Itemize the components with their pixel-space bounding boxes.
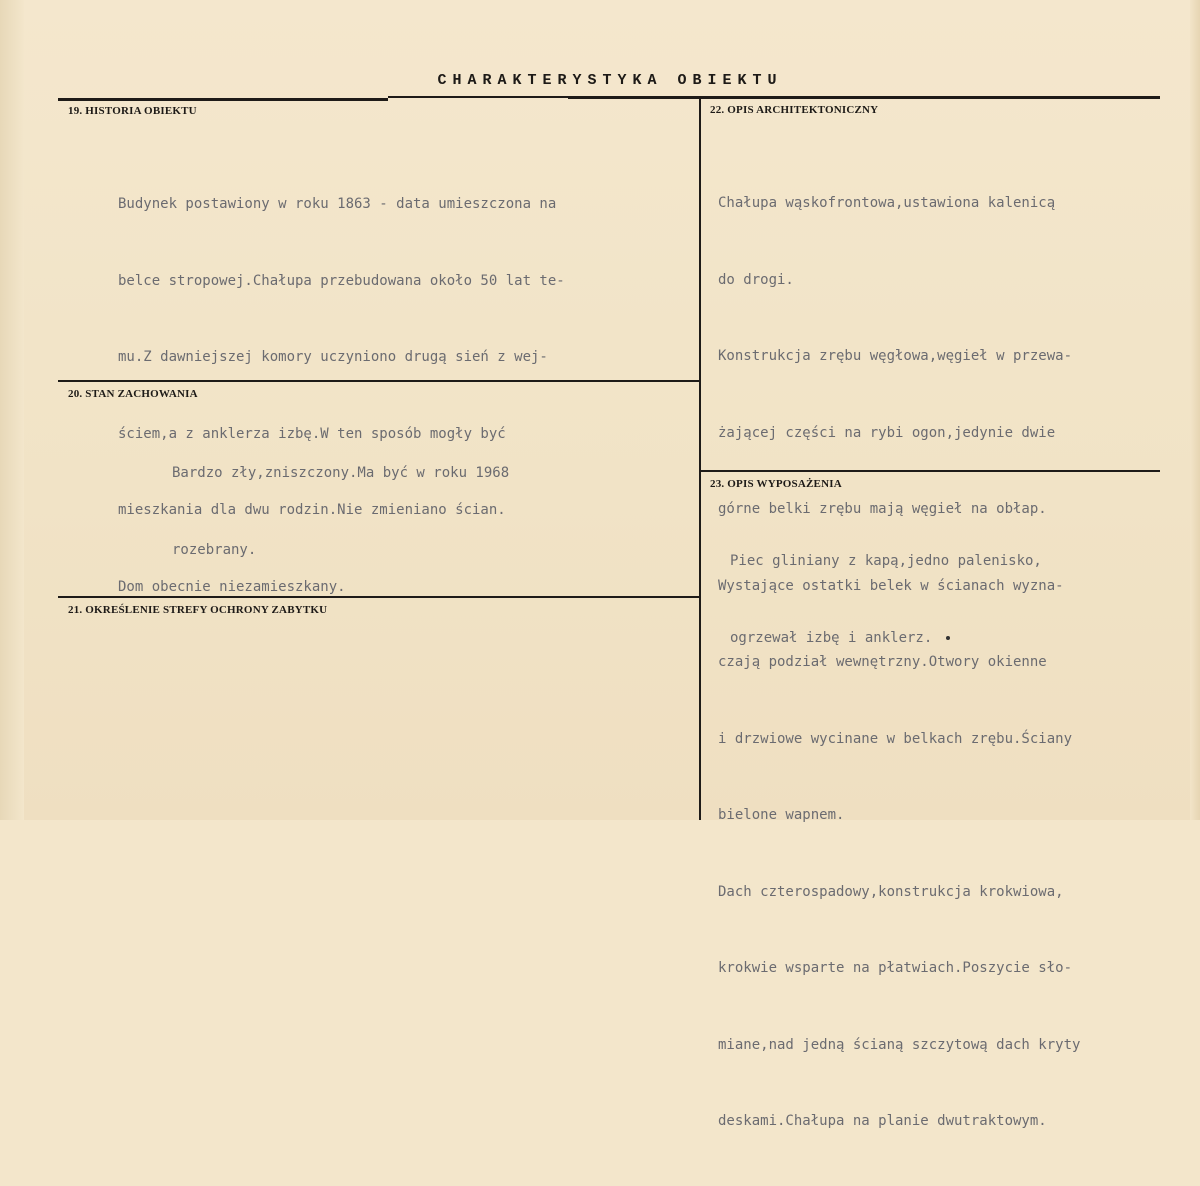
text-line: i drzwiowe wycinane w belkach zrębu.Ściany: [718, 730, 1073, 747]
form-title: CHARAKTERYSTYKA OBIEKTU: [437, 72, 783, 89]
text-line: Budynek postawiony w roku 1863 - data umieszczona na: [118, 196, 557, 212]
text-line: mieszkania dla dwu rodzin.Nie zmieniano ścian.: [118, 502, 506, 518]
top-rule-mid: [388, 96, 568, 98]
section-label-stan: 20. STAN ZACHOWANIA: [68, 388, 198, 400]
card-left-edge: [0, 0, 24, 820]
section-label-historia: 19. HISTORIA OBIEKTU: [68, 105, 197, 117]
section-text-wyposazenie: [730, 498, 1042, 702]
section-label-opis-arch: 22. OPIS ARCHITEKTONICZNY: [710, 104, 879, 116]
text-line: deskami.Chałupa na planie dwutraktowym.: [718, 1113, 1047, 1129]
text-line: górne belki zrębu mają węgieł na obłap.: [718, 501, 1047, 517]
text-line: miane,nad jedną ścianą szczytową dach kryty: [718, 1036, 1081, 1053]
text-line: żającej części na rybi ogon,jedynie dwie: [718, 424, 1056, 441]
top-rule-left: [58, 98, 388, 101]
stray-mark: [946, 636, 950, 640]
text-line: ogrzewał izbę i anklerz.: [730, 629, 933, 646]
text-line: Wystające ostatki belek w ścianach wyzna-: [718, 577, 1064, 594]
text-line: ściem,a z anklerza izbę.W ten sposób mogły być: [118, 425, 506, 442]
text-line: rozebrany.: [172, 541, 257, 558]
text-line: bielone wapnem.: [718, 807, 845, 823]
text-line: Konstrukcja zrębu węgłowa,węgieł w przewa-: [718, 348, 1073, 364]
text-line: krokwie wsparte na płatwiach.Poszycie sło-: [718, 960, 1073, 976]
card-right-edge: [1190, 0, 1200, 820]
text-line: Dach czterospadowy,konstrukcja krokwiowa,: [718, 883, 1064, 900]
top-rule-right: [568, 96, 1160, 99]
section-text-stan: [172, 410, 509, 614]
section-label-strefa: 21. OKREŚLENIE STREFY OCHRONY ZABYTKU: [68, 604, 328, 616]
text-line: belce stropowej.Chałupa przebudowana około 50 lat te-: [118, 272, 565, 289]
section-label-wyposazenie: 23. OPIS WYPOSAŻENIA: [710, 478, 842, 490]
column-divider: [699, 98, 701, 820]
text-line: Chałupa wąskofrontowa,ustawiona kalenicą: [718, 195, 1056, 211]
text-line: Piec gliniany z kapą,jedno palenisko,: [730, 553, 1042, 569]
text-line: mu.Z dawniejszej komory uczyniono drugą sień z wej-: [118, 349, 548, 365]
text-line: do drogi.: [718, 271, 794, 288]
text-line: Bardzo zły,zniszczony.Ma być w roku 1968: [172, 465, 510, 481]
text-line: Dom obecnie niezamieszkany.: [118, 578, 346, 595]
text-line: czają podział wewnętrzny.Otwory okienne: [718, 654, 1047, 670]
